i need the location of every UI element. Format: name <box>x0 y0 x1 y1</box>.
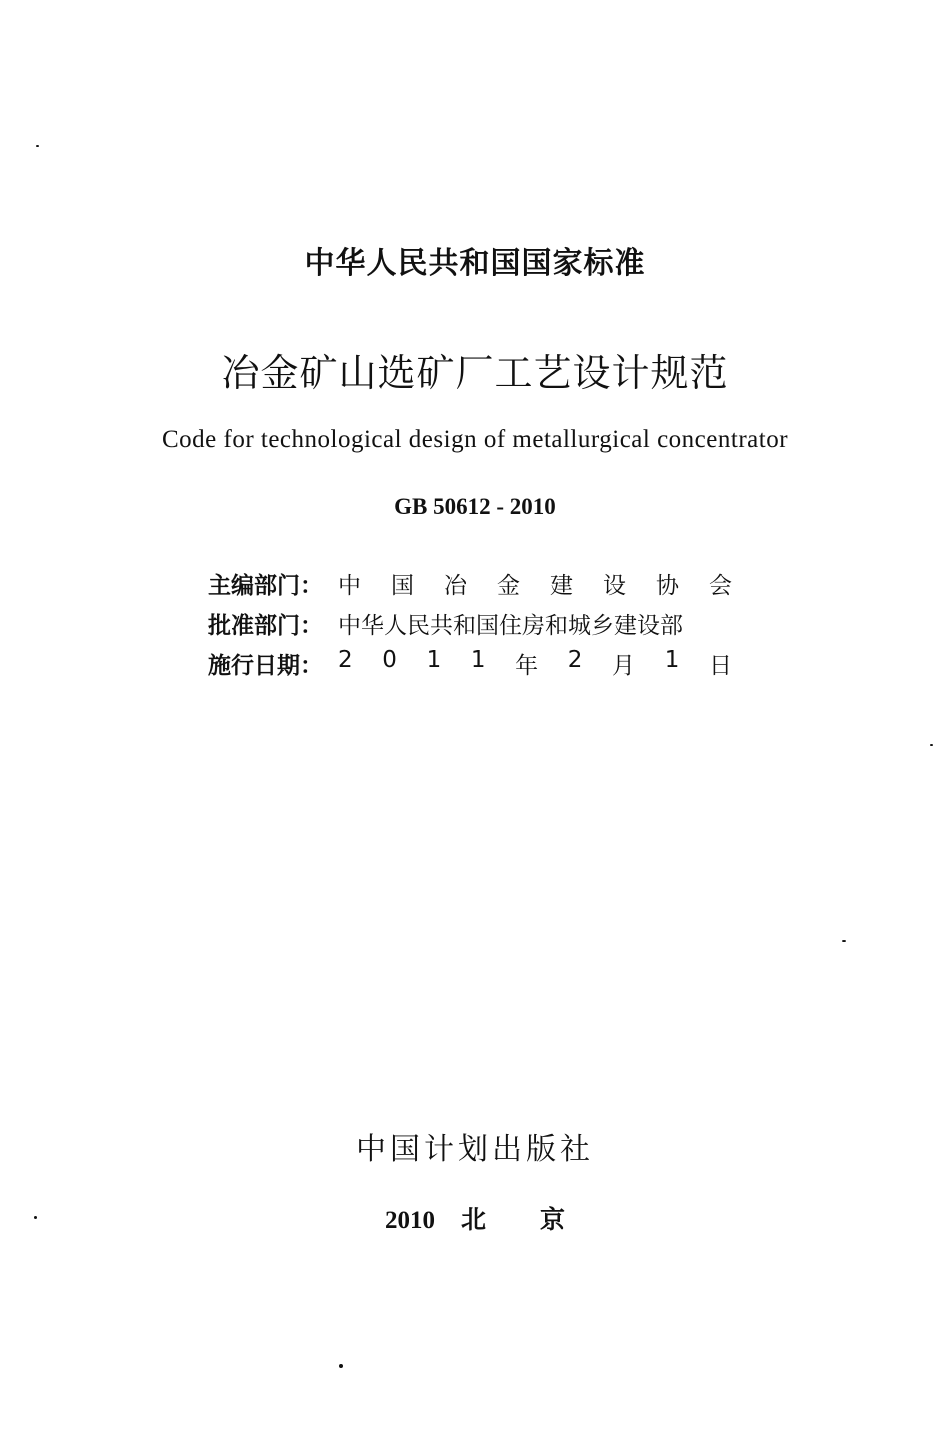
imprint-line <box>0 1200 950 1236</box>
imprint-year: 2010 <box>384 1207 435 1234</box>
info-block <box>208 563 748 683</box>
imprint-city-char: 北 <box>460 1207 486 1234</box>
english-title: Code for technological design of metallurgical concentrator <box>161 426 789 453</box>
chief-editor-char: 国 <box>391 572 414 599</box>
scan-speck <box>34 1216 37 1219</box>
approver-row <box>208 603 748 643</box>
series-title: 中华人民共和国国家标准 <box>304 246 646 281</box>
chief-editor-char: 会 <box>709 572 732 599</box>
date-char: 0 <box>382 646 397 673</box>
chief-editor-label: 主编部门： <box>208 572 323 599</box>
date-char: 年 <box>515 652 539 679</box>
chief-editor-char: 中 <box>338 572 361 599</box>
approver-value: 中华人民共和国住房和城乡建设部 <box>338 612 683 639</box>
date-char: 月 <box>612 652 636 679</box>
date-char: 1 <box>470 646 486 673</box>
chief-editor-char: 协 <box>656 572 679 599</box>
effective-date-label: 施行日期： <box>208 652 323 679</box>
scan-speck <box>36 145 39 147</box>
date-char: 1 <box>664 646 680 673</box>
scan-speck <box>339 1364 343 1368</box>
date-char: 1 <box>426 646 442 673</box>
effective-date-row <box>208 643 748 683</box>
date-char: 2 <box>338 646 353 673</box>
chief-editor-char: 建 <box>550 572 573 599</box>
chief-editor-row <box>208 563 748 603</box>
main-title: 冶金矿山选矿厂工艺设计规范 <box>221 351 729 395</box>
scan-speck <box>930 744 933 746</box>
date-char: 2 <box>567 646 583 673</box>
chief-editor-value <box>338 567 732 600</box>
imprint-city-char: 京 <box>540 1207 566 1234</box>
scan-speck <box>842 940 846 942</box>
publisher-name: 中国计划出版社 <box>356 1132 594 1167</box>
chief-editor-char: 冶 <box>444 572 467 599</box>
chief-editor-char: 设 <box>603 572 626 599</box>
date-char: 日 <box>708 652 732 679</box>
approver-label: 批准部门： <box>208 612 323 639</box>
chief-editor-char: 金 <box>497 572 520 599</box>
effective-date-value <box>338 647 732 680</box>
standard-number: GB 50612 - 2010 <box>394 494 556 519</box>
